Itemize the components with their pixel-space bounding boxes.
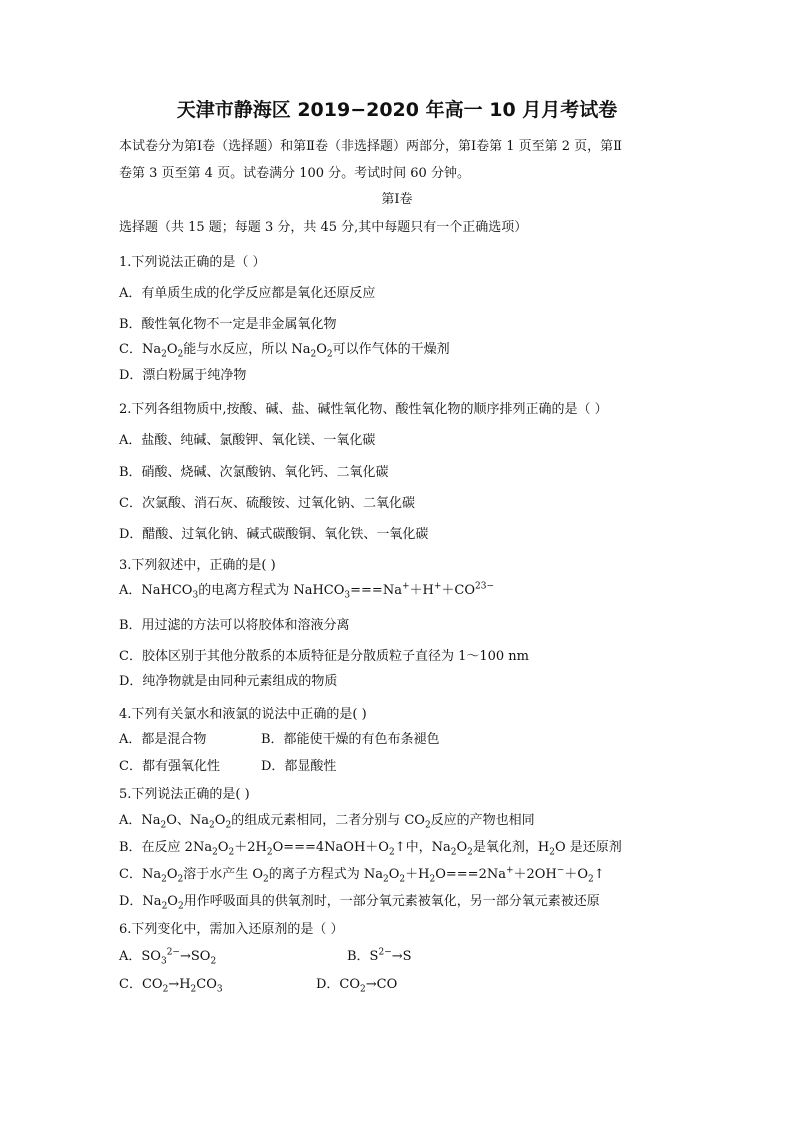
question-5-stem: 5.下列说法正确的是( ) — [119, 787, 250, 802]
question-3-option-d: D．纯净物就是由同种元素组成的物质 — [119, 674, 338, 689]
question-5-option-b: B．在反应 $2Na_2O_2+2H_2O===4NaOH+O_2↑$中，$Na_2O_2$是氧化剂，$H_2O$ 是还原剂 — [119, 840, 622, 858]
question-1-stem: 1.下列说法正确的是（ ） — [119, 255, 266, 270]
question-1-option-c: C．$Na_2O_2$能与水反应，所以 $Na_2O_2$可以作气体的干燥剂 — [119, 342, 450, 360]
question-4-option-b: B．都能使干燥的有色布条褪色 — [261, 732, 440, 747]
question-5-option-a: A．$Na_2O$、$Na_2O_2$的组成元素相同，二者分别与 $CO_2$反应的产物也相同 — [119, 813, 535, 831]
question-4-option-c: C．都有强氧化性 — [119, 759, 220, 774]
question-6-stem: 6.下列变化中，需加入还原剂的是（ ） — [119, 922, 344, 937]
question-4-option-a: A．都是混合物 — [119, 732, 207, 747]
question-3-option-a: A．NaHCO$_3$的电离方程式为 $NaHCO_3===Na^++H^++CO^{23-}$ — [119, 581, 494, 601]
question-3-stem: 3.下列叙述中，正确的是( ) — [119, 558, 276, 573]
question-5-option-d: D．$Na_2O_2$用作呼吸面具的供氧剂时，一部分氧元素被氧化，另一部分氧元素被还原 — [119, 894, 600, 912]
question-6-option-d: D．$CO_2\to CO$ — [316, 977, 398, 995]
question-6-option-c: C．$CO_2\to H_2CO_3$ — [119, 977, 223, 995]
intro-line-1: 本试卷分为第Ⅰ卷（选择题）和第Ⅱ卷（非选择题）两部分，第Ⅰ卷第 1 页至第 2 页，第Ⅱ — [119, 139, 623, 154]
question-4-stem: 4.下列有关氯水和液氯的说法中正确的是( ) — [119, 707, 367, 722]
question-6-option-b: B．$S^{2-}\to S$ — [347, 947, 412, 964]
question-5-option-c: C．$Na_2O_2$溶于水产生 $O_2$的离子方程式为 $Na_2O_2+H_2O===2Na^++2OH^-+O_2↑$ — [119, 865, 605, 885]
question-2-option-b: B．硝酸、烧碱、次氯酸钠、氧化钙、二氧化碳 — [119, 465, 389, 480]
question-1-option-b: B．酸性氧化物不一定是非金属氧化物 — [119, 317, 337, 332]
question-6-option-a: A．$SO_3^{2-}\to SO_2$ — [119, 947, 217, 967]
question-2-stem: 2.下列各组物质中,按酸、碱、盐、碱性氧化物、酸性氧化物的顺序排列正确的是（ ） — [119, 402, 608, 417]
question-2-option-d: D．醋酸、过氧化钠、碱式碳酸铜、氧化铁、一氧化碳 — [119, 527, 429, 542]
question-1-option-d: D．漂白粉属于纯净物 — [119, 368, 247, 383]
exam-title: 天津市静海区 2019−2020 年高一 10 月月考试卷 — [176, 99, 618, 121]
question-2-option-a: A．盐酸、纯碱、氯酸钾、氧化镁、一氧化碳 — [119, 433, 376, 448]
question-3-option-c: C．胶体区别于其他分散系的本质特征是分散质粒子直径为 1～100 nm — [119, 649, 529, 664]
intro-line-2: 卷第 3 页至第 4 页。试卷满分 100 分。考试时间 60 分钟。 — [119, 166, 470, 181]
question-3-option-b: B．用过滤的方法可以将胶体和溶液分离 — [119, 618, 350, 633]
question-4-option-d: D．都显酸性 — [261, 759, 337, 774]
question-1-option-a: A．有单质生成的化学反应都是氧化还原反应 — [119, 286, 376, 301]
section-instruction: 选择题（共 15 题；每题 3 分，共 45 分,其中每题只有一个正确选项） — [119, 220, 528, 235]
section-heading: 第Ⅰ卷 — [381, 192, 413, 207]
question-2-option-c: C．次氯酸、消石灰、硫酸铵、过氧化钠、二氧化碳 — [119, 496, 415, 511]
